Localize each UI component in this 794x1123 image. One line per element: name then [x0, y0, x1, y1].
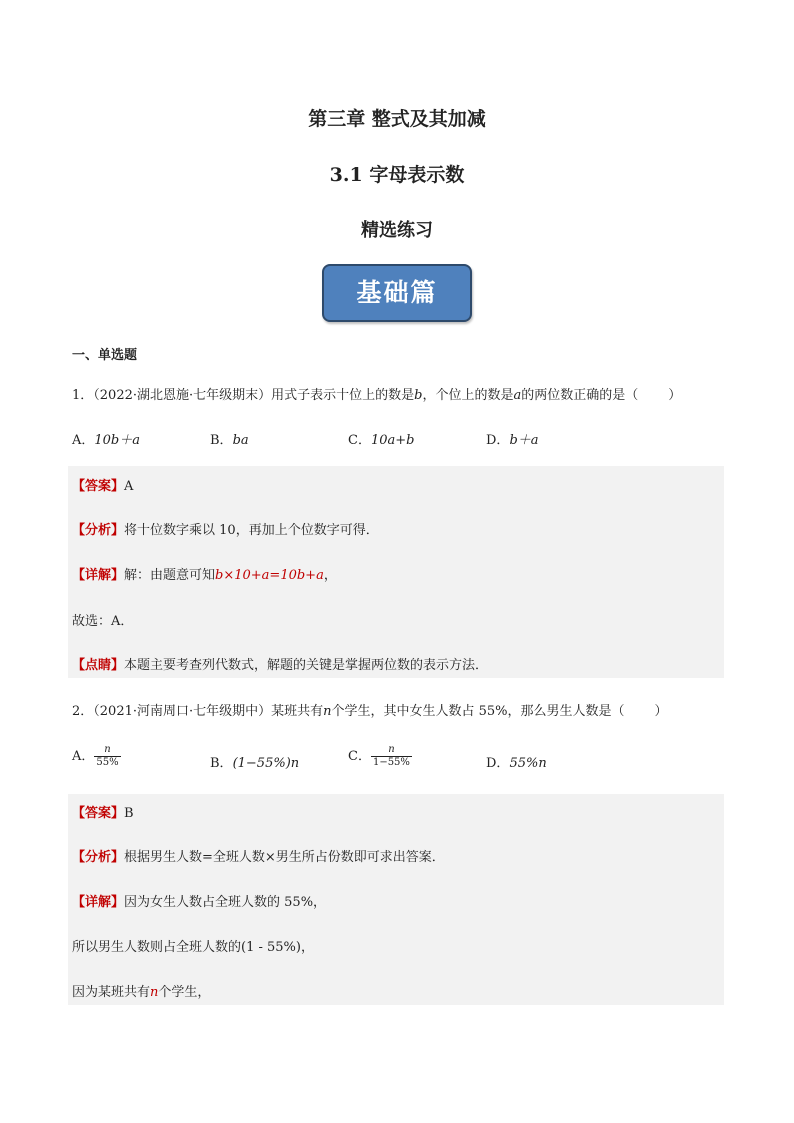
q2-option-b [210, 752, 299, 771]
q2-stem-close: ） [654, 704, 668, 719]
option-fraction [371, 744, 412, 769]
q1-option-c [348, 429, 414, 448]
option-letter: C． [348, 433, 371, 448]
question-2-stem [72, 700, 668, 719]
q1-var-a: a [513, 388, 522, 403]
q1-stem-part-a: 1．（2022·湖北恩施·七年级期末）用式子表示十位上的数是 [72, 388, 415, 403]
q1-stem-part-b: ，个位上的数是 [422, 388, 514, 403]
fraction-numerator: n [94, 744, 120, 757]
fraction-numerator: n [371, 744, 412, 757]
analysis-tag: 【分析】 [72, 850, 125, 865]
option-expr: 10a+b [370, 433, 415, 448]
q1-choose-line: 故选：A． [72, 614, 134, 629]
q2-var-n: n [323, 704, 332, 719]
q2-analysis-line [72, 846, 445, 865]
q2-detail-line-3 [72, 981, 210, 1000]
level-badge: 基础篇 [322, 264, 472, 322]
answer-tag: 【答案】 [72, 479, 125, 494]
q2-option-d [486, 752, 547, 771]
page-subtitle: 精选练习 [361, 220, 433, 241]
option-letter: B． [210, 756, 233, 771]
detail-text: 因为某班共有 [72, 985, 151, 1000]
q1-detail-line [72, 564, 337, 583]
q1-var-b: b [414, 388, 423, 403]
detail-expression: b×10+a=10b+a [215, 568, 324, 583]
analysis-text: 将十位数字乘以 10，再加上个位数字可得． [124, 523, 379, 538]
option-letter: B． [210, 433, 233, 448]
q1-option-b [210, 429, 249, 448]
option-letter: A． [72, 749, 95, 764]
q1-analysis-line [72, 519, 379, 538]
q2-stem-part-a: 2．（2021·河南周口·七年级期中）某班共有 [72, 704, 324, 719]
q1-answer-line [72, 475, 133, 494]
q2-detail-line-2: 所以男生人数则占全班人数的(1 - 55%)， [72, 940, 314, 955]
q2-detail-line [72, 891, 326, 910]
option-expr: 55%n [509, 756, 547, 771]
q1-point-line [72, 654, 488, 673]
fraction-denominator: 1−55% [372, 757, 410, 768]
q2-stem-part-b: 个学生，其中女生人数占 55%，那么男生人数是（ [331, 704, 625, 719]
option-letter: D． [486, 756, 510, 771]
detail-tag: 【详解】 [72, 568, 125, 583]
q1-option-a [72, 429, 140, 448]
detail-variable: n [150, 985, 159, 1000]
option-letter: C． [348, 749, 371, 764]
option-expr: b＋a [509, 433, 539, 448]
q1-stem-close: ） [668, 388, 682, 403]
option-letter: A． [72, 433, 95, 448]
part-title: 一、单选题 [72, 348, 138, 363]
option-fraction [94, 744, 120, 769]
q1-option-d [486, 429, 539, 448]
detail-end: ， [323, 568, 337, 583]
point-tag: 【点睛】 [72, 658, 125, 673]
detail-text: 个学生， [158, 985, 211, 1000]
analysis-tag: 【分析】 [72, 523, 125, 538]
q2-answer-line [72, 802, 134, 821]
q2-option-a [72, 744, 121, 769]
detail-text: 解：由题意可知 [124, 568, 216, 583]
chapter-title: 第三章 整式及其加减 [308, 108, 486, 130]
option-expr: 10b＋a [94, 433, 141, 448]
q1-stem-part-c: 的两位数正确的是（ [521, 388, 639, 403]
answer-tag: 【答案】 [72, 806, 125, 821]
analysis-text: 根据男生人数=全班人数×男生所占份数即可求出答案． [124, 850, 445, 865]
option-letter: D． [486, 433, 510, 448]
detail-text: 因为女生人数占全班人数的 55%， [124, 895, 327, 910]
question-1-stem [72, 384, 681, 403]
answer-value: B [124, 806, 134, 821]
detail-tag: 【详解】 [72, 895, 125, 910]
point-text: 本题主要考查列代数式，解题的关键是掌握两位数的表示方法． [124, 658, 489, 673]
option-expr: (1−55%)n [232, 756, 300, 771]
section-title: 3.1 字母表示数 [329, 164, 465, 186]
q2-option-c [348, 744, 412, 769]
fraction-denominator: 55% [96, 757, 119, 768]
option-expr: ba [232, 433, 249, 448]
answer-value: A [124, 479, 134, 494]
